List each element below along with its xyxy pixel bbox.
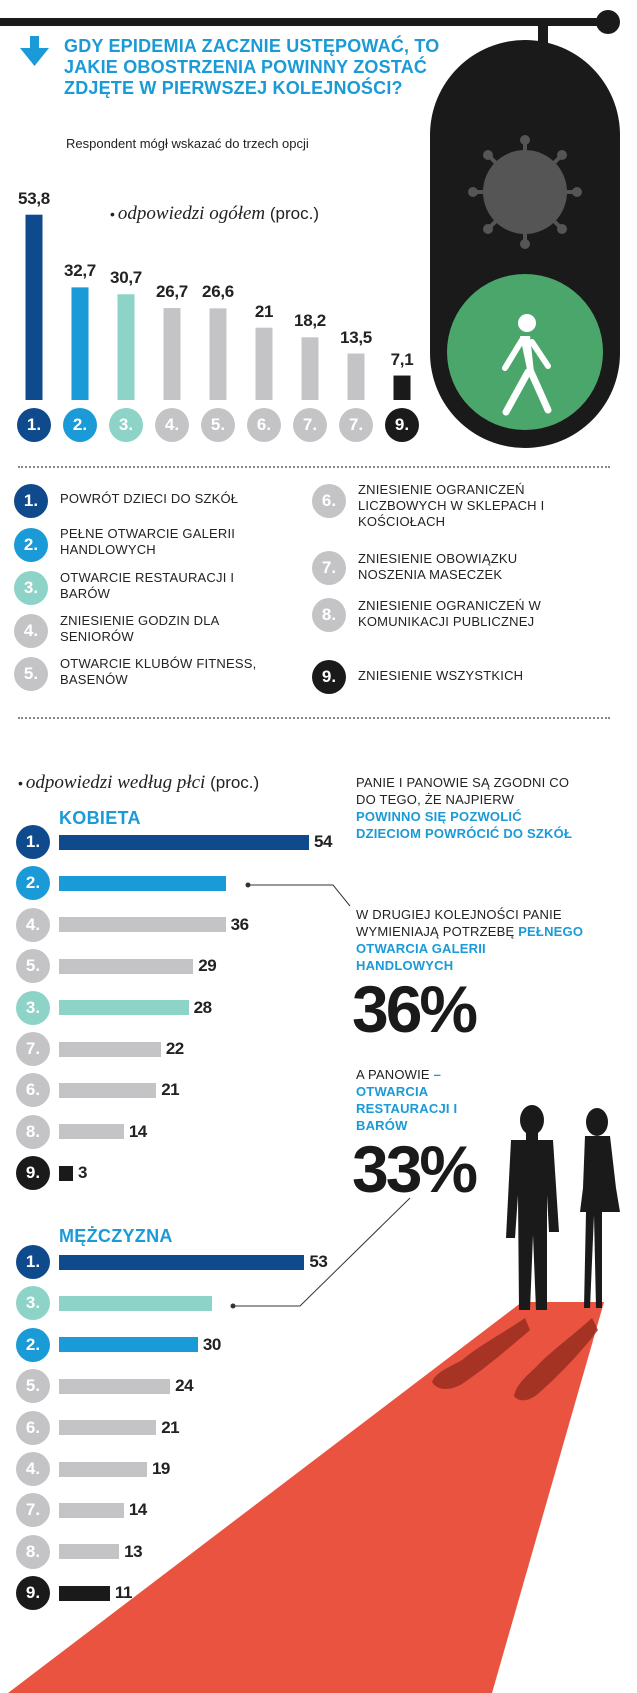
gender-value-label: 54 (314, 832, 332, 851)
overall-value-label: 53,8 (18, 188, 50, 208)
gender-bar (59, 1337, 198, 1352)
overall-bar (394, 376, 411, 400)
gender-bar (59, 1124, 124, 1139)
gender-bar (59, 835, 309, 850)
overall-value-label: 13,5 (340, 327, 372, 347)
gender-value-label: 14 (128, 1121, 147, 1141)
note-schools-highlight: POWINNO SIĘ POZWOLIĆ DZIECIOM POWRÓCIĆ DO SZKÓŁ (356, 809, 573, 841)
gender-value-label: 28 (193, 997, 212, 1017)
gender-category-circle: 9. (16, 1576, 50, 1610)
overall-category-circle: 7. (339, 408, 373, 442)
gender-bar (59, 1296, 212, 1311)
gender-category-circle: 7. (16, 1493, 50, 1527)
red-carpet-icon (8, 1302, 604, 1693)
overall-bar (256, 328, 273, 400)
connector-line-women (248, 885, 350, 906)
note-men-plain: A PANOWIE (356, 1067, 430, 1082)
overall-value-label: 7,1 (390, 349, 414, 369)
gender-category-circle: 4. (16, 908, 50, 942)
gender-category-circle: 2. (16, 1328, 50, 1362)
note-men (356, 1066, 466, 1134)
overall-value-label: 30,7 (110, 268, 142, 288)
note-women-highlight: PEŁNEGO OTWARCIA GALERII HANDLOWYCH (356, 924, 584, 973)
overall-value-label: 32,7 (64, 261, 96, 281)
gender-category-circle: 9. (16, 1156, 50, 1190)
gender-bar (59, 917, 226, 932)
note-men-highlight: – OTWARCIA RESTAURACJI I BARÓW (356, 1067, 458, 1133)
overall-bar (164, 308, 181, 400)
legend-circle: 2. (14, 528, 48, 562)
overall-category-circle: 1. (17, 408, 51, 442)
gender-category-circle: 3. (16, 991, 50, 1025)
gender-value-label: 3 (78, 1163, 87, 1183)
overall-bar (348, 354, 365, 401)
gender-category-circle: 6. (16, 1411, 50, 1445)
legend-circle: 3. (14, 571, 48, 605)
gender-bar (59, 1420, 156, 1435)
overall-category-circle: 5. (201, 408, 235, 442)
overall-category-circle: 7. (293, 408, 327, 442)
series-italic-2: odpowiedzi według płci (25, 772, 206, 793)
overall-bar (118, 294, 135, 400)
overall-value-label: 21 (254, 301, 274, 321)
man-silhouette-icon (506, 1105, 559, 1310)
legend-item-text: OTWARCIE RESTAURACJI I BARÓW (60, 570, 235, 601)
legend-item-text: ZNIESIENIE OBOWIĄZKU NOSZENIA MASECZEK (358, 551, 518, 582)
overall-category-circle: 4. (155, 408, 189, 442)
gender-value-label: 36 (230, 914, 249, 934)
gender-category-circle: 5. (16, 1369, 50, 1403)
page-subtitle: Respondent mógł wskazać do trzech opcji (66, 136, 309, 151)
page-title: GDY EPIDEMIA ZACZNIE USTĘPOWAĆ, TO JAKIE OBOSTRZENIA POWINNY ZOSTAĆ ZDJĘTE W PIERWSZEJ KOLEJNOŚCI? (64, 36, 440, 98)
legend-item-text: ZNIESIENIE OGRANICZEŃ LICZBOWYCH W SKLEPACH I KOŚCIOŁACH (358, 482, 545, 529)
gender-bar (59, 1379, 170, 1394)
legend-item-text: ZNIESIENIE WSZYSTKICH (358, 668, 524, 683)
legend-circle: 4. (14, 614, 48, 648)
note-women-plain: W DRUGIEJ KOLEJNOŚCI PANIE WYMIENIAJĄ POTRZEBĘ (356, 907, 562, 939)
gender-category-circle: 5. (16, 949, 50, 983)
legend-item-text: ZNIESIENIE GODZIN DLA SENIORÓW (60, 613, 219, 644)
series-bullet: • (110, 206, 115, 222)
traffic-light-icon (430, 40, 620, 448)
virus-icon (468, 135, 582, 249)
note-women (356, 906, 586, 974)
gender-value-label: 11 (114, 1583, 132, 1603)
gender-category-circle: 7. (16, 1032, 50, 1066)
legend-circle: 9. (312, 660, 346, 694)
gender-category-circle: 1. (16, 825, 50, 859)
gender-value-label: 53 (309, 1252, 328, 1271)
gender-category-circle: 1. (16, 1245, 50, 1279)
divider-bottom (18, 717, 610, 719)
legend-item-text: POWRÓT DZIECI DO SZKÓŁ (60, 491, 239, 506)
women-heading: KOBIETA (59, 808, 141, 828)
gender-value-label: 13 (124, 1541, 143, 1561)
woman-silhouette-icon (580, 1108, 620, 1308)
gender-category-circle: 3. (16, 1286, 50, 1320)
overall-category-circle: 9. (385, 408, 419, 442)
gender-category-circle: 4. (16, 1452, 50, 1486)
gender-value-label: 21 (161, 1417, 180, 1437)
legend-circle: 1. (14, 484, 48, 518)
gender-bar (59, 1000, 189, 1015)
note-schools (356, 774, 576, 842)
gender-category-circle: 8. (16, 1115, 50, 1149)
gender-bar (59, 876, 226, 891)
gender-bar (59, 1042, 161, 1057)
overall-bar (210, 308, 227, 400)
men-heading: MĘŻCZYZNA (59, 1226, 173, 1246)
legend-item-text: ZNIESIENIE OGRANICZEŃ W KOMUNIKACJI PUBLICZNEJ (358, 598, 542, 629)
legend-item-text: OTWARCIE KLUBÓW FITNESS, BASENÓW (60, 656, 257, 687)
gender-bar (59, 959, 193, 974)
gender-bar (59, 1503, 124, 1518)
women-big-percent: 36% (352, 972, 476, 1046)
legend-circle: 8. (312, 598, 346, 632)
gender-category-circle: 2. (16, 866, 50, 900)
gender-value-label: 19 (151, 1459, 170, 1478)
series-unit: (proc.) (269, 204, 320, 223)
gender-bar (59, 1462, 147, 1477)
down-arrow-icon (20, 36, 49, 66)
series-bullet-2: • (18, 775, 23, 791)
gender-bar (59, 1586, 110, 1601)
overall-value-label: 26,7 (156, 282, 188, 302)
traffic-light-bar (0, 18, 604, 26)
overall-value-label: 26,6 (202, 282, 234, 302)
gender-bar (59, 1544, 119, 1559)
gender-bar (59, 1083, 156, 1098)
legend-circle: 7. (312, 551, 346, 585)
gender-category-circle: 6. (16, 1073, 50, 1107)
overall-bar (72, 287, 89, 400)
series-italic: odpowiedzi ogółem (117, 203, 266, 224)
overall-value-label: 18,2 (294, 311, 326, 331)
gender-category-circle: 8. (16, 1535, 50, 1569)
overall-category-circle: 2. (63, 408, 97, 442)
legend-circle: 5. (14, 657, 48, 691)
gender-value-label: 29 (198, 956, 217, 976)
divider-top (18, 466, 610, 468)
overall-category-circle: 6. (247, 408, 281, 442)
gender-bar (59, 1255, 304, 1270)
gender-value-label: 24 (175, 1376, 194, 1396)
men-big-percent: 33% (352, 1132, 476, 1206)
overall-bar (302, 337, 319, 400)
note-schools-plain: PANIE I PANOWIE SĄ ZGODNI CO DO TEGO, ŻE NAJPIERW (356, 775, 570, 807)
legend-circle: 6. (312, 484, 346, 518)
gender-value-label: 21 (161, 1080, 180, 1100)
overall-category-circle: 3. (109, 408, 143, 442)
overall-bar (26, 215, 43, 400)
gender-series-label (18, 772, 259, 794)
legend-item-text: PEŁNE OTWARCIE GALERII HANDLOWYCH (60, 526, 236, 557)
gender-bar (59, 1166, 73, 1181)
gender-value-label: 14 (128, 1500, 147, 1520)
gender-value-label: 30 (202, 1334, 221, 1354)
gender-value-label: 22 (165, 1039, 184, 1058)
series-unit-2: (proc.) (210, 773, 260, 792)
